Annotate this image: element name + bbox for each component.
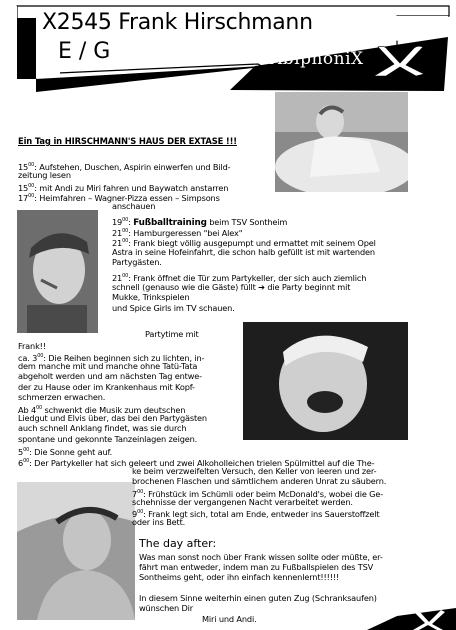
schedule-line xyxy=(18,423,186,433)
schedule-line xyxy=(132,466,376,476)
time-minutes: 00 xyxy=(36,405,43,411)
line-text: oder ins Bett. xyxy=(132,517,186,527)
abiphonix-logo xyxy=(266,40,451,78)
line-text: Astra in seine Hofeinfahrt, die schon halb gefüllt ist mit wartenden xyxy=(112,247,375,257)
header-left-bar xyxy=(17,18,36,79)
line-text: abgeholt werden und am nächsten Tag entwe- xyxy=(18,371,202,381)
footer-logo-x-icon xyxy=(357,608,456,630)
line-text: schehnisse der vergangenen Nacht verarbeitet werden. xyxy=(132,497,353,507)
time-hour: 21 xyxy=(112,228,123,238)
time-minutes: 00 xyxy=(122,228,129,234)
time-hour: 21 xyxy=(112,273,123,283)
highlight-text: Fußballtraining xyxy=(133,218,207,228)
line-text: Mukke, Trinkspielen xyxy=(112,292,190,302)
line-text-after: beim TSV Sontheim xyxy=(206,217,288,227)
schedule-line xyxy=(132,517,185,527)
line-text: schnell (genauso wie die Gäste) füllt ➔ die Party beginnt mit xyxy=(112,282,351,292)
time-minutes: 00 xyxy=(28,193,35,199)
photo-laughing xyxy=(243,322,408,440)
day-after-line-1: Was man sonst noch über Frank wissen sollte oder müßte, er- xyxy=(139,552,383,562)
schedule-line xyxy=(112,292,189,302)
closing-line-1: In diesem Sinne weiterhin einen guten Zug (Schranksaufen) xyxy=(139,593,377,603)
time-hour: 15 xyxy=(18,162,29,172)
schedule-line xyxy=(18,341,46,351)
time-minutes: 00 xyxy=(23,447,30,453)
time-hour: 19 xyxy=(112,217,123,227)
line-text: : mit Andi zu Miri fahren und Baywatch anstarren xyxy=(34,183,229,193)
line-text: Liedgut und Elvis über, das bei den Partygästen xyxy=(18,413,207,423)
schedule-line xyxy=(112,257,162,267)
line-text: Partytime mit xyxy=(145,329,199,339)
line-text: Frank!! xyxy=(18,341,46,351)
schedule-line xyxy=(18,361,197,371)
time-hour: 21 xyxy=(112,238,123,248)
schedule-line xyxy=(18,170,71,180)
closing-line-2: wünschen Dir xyxy=(139,603,194,613)
schedule-line xyxy=(18,392,105,402)
time-minutes: 00 xyxy=(122,238,129,244)
time-minutes: 00 xyxy=(137,489,144,495)
signature: Miri und Andi. xyxy=(202,614,257,624)
line-text: und Spice Girls im TV schauen. xyxy=(112,303,235,313)
schedule-line xyxy=(112,282,350,292)
schedule-line xyxy=(145,329,199,339)
line-text: : Frank biegt völlig ausgepumpt und ermattet mit seinem Opel xyxy=(128,238,376,248)
time-minutes: 00 xyxy=(122,217,129,223)
line-text: ca. 3 xyxy=(18,353,38,363)
schedule-line xyxy=(18,413,207,423)
day-after-line-2: fährt man entweder, indem man zu Fußballspielen des TSV xyxy=(139,562,374,572)
time-hour: 7 xyxy=(132,489,138,499)
time-minutes: 00 xyxy=(28,162,35,168)
line-text: : Aufstehen, Duschen, Aspirin einwerfen und Bild- xyxy=(34,162,231,172)
line-text: : Hamburgeressen "bei Alex" xyxy=(128,228,243,238)
course-subtitle: E / G xyxy=(58,39,111,64)
schedule-line xyxy=(112,303,235,313)
photo-shirtless xyxy=(17,482,138,620)
time-minutes: 00 xyxy=(122,273,129,279)
line-text: : Die Sonne geht auf. xyxy=(29,447,113,457)
line-text: : Frank legt sich, total am Ende, entweder ins Sauerstoffzelt xyxy=(143,509,380,519)
line-text: : Heimfahren – Wagner-Pizza essen – Simpsons xyxy=(34,193,220,203)
schedule-line xyxy=(18,382,195,392)
line-text: Ab 4 xyxy=(18,405,37,415)
article-heading: Ein Tag in HIRSCHMANN'S HAUS DER EXTASE !!! xyxy=(18,136,237,146)
schedule-line xyxy=(18,371,202,381)
photo-bed xyxy=(275,92,408,192)
time-minutes: 00 xyxy=(137,509,144,515)
day-after-heading: The day after: xyxy=(139,537,217,550)
line-text: schmerzen erwachen. xyxy=(18,392,106,402)
line-text: Partygästen. xyxy=(112,257,162,267)
line-text: zeitung lesen xyxy=(18,170,71,180)
time-minutes: 00 xyxy=(28,183,35,189)
day-after-line-3: Sontheims geht, oder ihn einfach kennenlernt!!!!!! xyxy=(139,572,340,582)
time-hour: 9 xyxy=(132,509,138,519)
schedule-line xyxy=(112,247,375,257)
time-hour: 5 xyxy=(18,447,24,457)
time-hour: 17 xyxy=(18,193,29,203)
schedule-line xyxy=(132,476,386,486)
logo-text: AbiphöniX xyxy=(270,49,364,69)
time-minutes: 00 xyxy=(23,458,30,464)
schedule-line xyxy=(18,434,197,444)
line-text-after: : Die Reihen beginnen sich zu lichten, in- xyxy=(43,353,205,363)
schedule-line xyxy=(132,497,353,507)
line-text-after: schwenkt die Musik zum deutschen xyxy=(42,405,186,415)
logo-year: '97 xyxy=(425,40,443,53)
line-text: anschauen xyxy=(112,201,156,211)
time-hour: 6 xyxy=(18,458,24,468)
line-text: : Frank öffnet die Tür zum Partykeller, der sich auch ziemlich xyxy=(128,273,367,283)
schedule-line xyxy=(112,201,155,211)
line-text: dem manche mit und manche ohne Tatü-Tata xyxy=(18,361,198,371)
line-text: : Der Partykeller hat sich geleert und zwei Alkoholleichen trielen Spülmittel auf die The- xyxy=(29,458,375,468)
line-text: spontane und gekonnte Tanzeinlagen zeigen. xyxy=(18,434,198,444)
line-text: auch schnell Anklang findet, was sie durch xyxy=(18,423,187,433)
time-minutes: 00 xyxy=(37,353,44,359)
photo-cap xyxy=(17,210,98,333)
line-text: brochenen Flaschen und sämtlichem anderen Unrat zu säubern. xyxy=(132,476,387,486)
line-text: : Frühstück im Schümli oder beim McDonald's, wobei die Ge- xyxy=(143,489,384,499)
student-name-title: X2545 Frank Hirschmann xyxy=(42,10,313,35)
line-text: der zu Hause oder im Krankenhaus mit Kopf- xyxy=(18,382,195,392)
line-text: ke beim verzweifelten Versuch, den Keller von leeren und zer- xyxy=(132,466,377,476)
time-hour: 15 xyxy=(18,183,29,193)
line-text: : xyxy=(128,217,134,227)
